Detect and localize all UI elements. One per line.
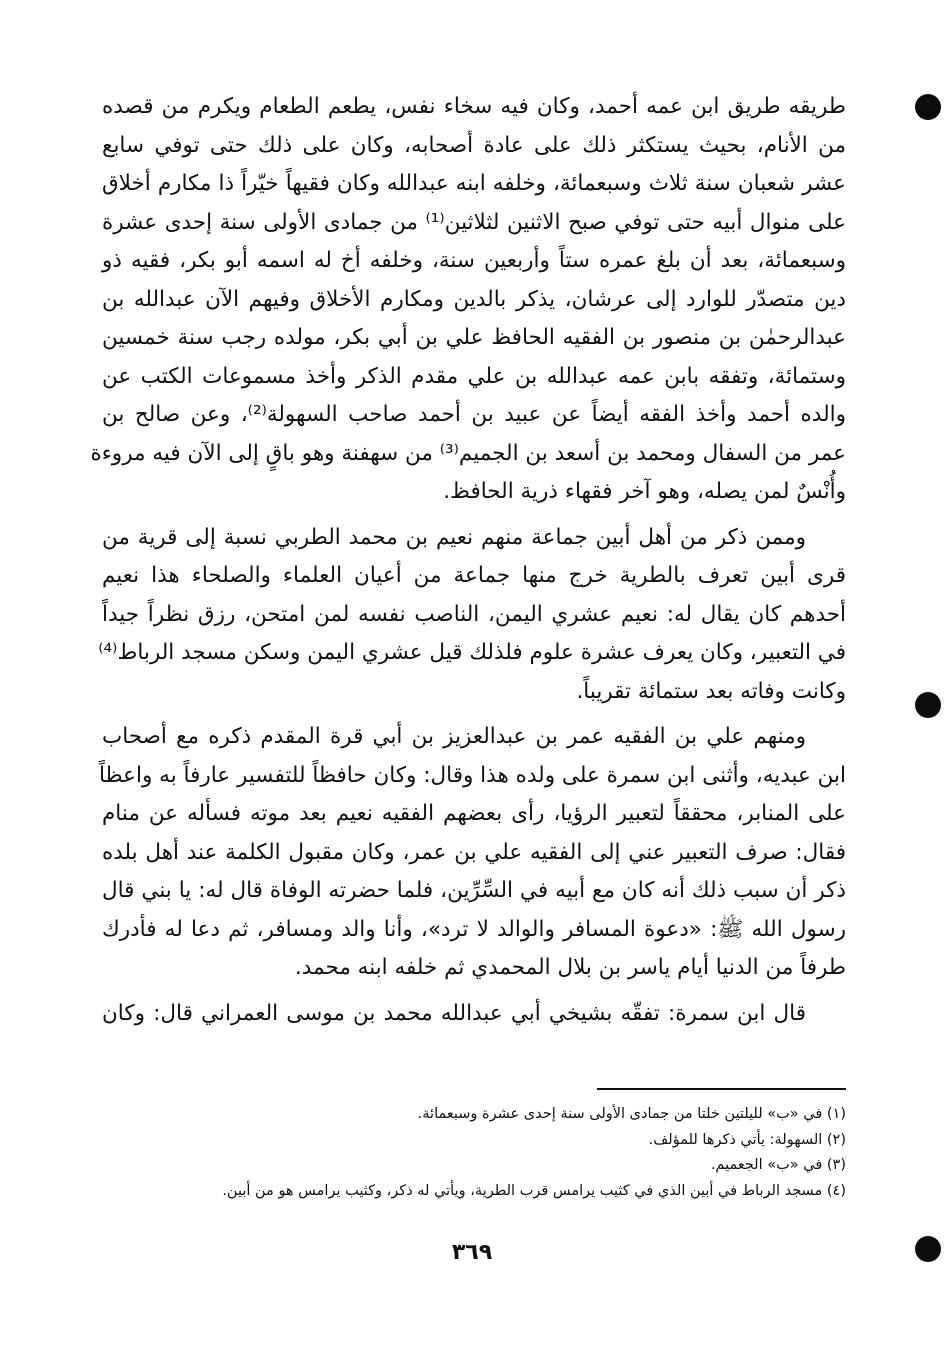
text-line: في التعبير، وكان يعرف عشرة علوم فلذلك قيل عشري اليمن وسكن مسجد الرباط⁽⁴⁾ (98, 640, 846, 665)
paragraph (98, 718, 846, 988)
text-line: من الأنام، بحيث يستكثر ذلك على عادة أصحابه، وكان على ذلك حتى توفي سابع (102, 132, 846, 158)
text-line: رسول الله ﷺ: «دعوة المسافر والوالد لا ترد»، وأنا والد ومسافر، ثم دعا له فأدرك (102, 916, 846, 942)
paragraph (90, 88, 846, 512)
text-line: على منوال أبيه حتى توفي صبح الاثنين لثلاثين⁽¹⁾ من جمادى الأولى سنة إحدى عشرة (102, 209, 846, 235)
text-line: دين متصدّر للوارد إلى عرشان، يذكر بالدين ومكارم الأخلاق وفيهم الآن عبدالله بن (102, 286, 846, 312)
footnote-separator (597, 1088, 846, 1090)
text-line: وسبعمائة، بعد أن بلغ عمره ستاً وأربعين سنة، وخلفه أخ له اسمه أبو بكر، فقيه ذو (102, 248, 846, 273)
text-line: طرفاً من الدنيا أيام ياسر بن بلال المحمدي ثم خلفه ابنه محمد. (294, 955, 846, 980)
text-line: أحدهم كان يقال له: نعيم عشري اليمن، الناصب نفسه لمن امتحن، رزق نظراً جيداً (102, 601, 846, 627)
text-line: وكانت وفاته بعد ستمائة تقريباً. (576, 678, 846, 704)
text-line: فقال: صرف التعبير عني إلى الفقيه علي بن عمر، وكان مقبول الكلمة عند أهل بلده (102, 839, 846, 865)
text-line: عبدالرحمٰن بن منصور بن الفقيه الحافظ علي بن أبي بكر، مولده رجب سنة خمسين (102, 325, 846, 350)
text-line: ومنهم علي بن الفقيه عمر بن عبدالعزيز بن أبي قرة المقدم ذكره مع أصحاب (102, 724, 806, 749)
text-line: عمر من السفال ومحمد بن أسعد بن الجميم⁽³⁾ من سهفنة وهو باقٍ إلى الآن فيه مروءة (90, 440, 846, 466)
text-line: قال ابن سمرة: تفقّه بشيخي أبي عبدالله محمد بن موسى العمراني قال: وكان (102, 1000, 806, 1026)
footnote: (٤) مسجد الرباط في أبين الذي في كثيب يرامس قرب الطرية، ويأتي له ذكر، وكثيب يرامس هو من أبين. (222, 1182, 846, 1199)
text-line: والده أحمد وأخذ الفقه أيضاً عن عبيد بن أحمد صاحب السهولة⁽²⁾، وعن صالح بن (102, 402, 846, 427)
text-line: وممن ذكر من أهل أبين جماعة منهم نعيم بن محمد الطربي نسبة إلى قرية من (102, 524, 806, 550)
footnote: (٢) السهولة: يأتي ذكرها للمؤلف. (648, 1131, 846, 1148)
paragraph (102, 995, 846, 1034)
text-line: على المنابر، محققاً لتعبير الرؤيا، رأى بعضهم الفقيه نعيم بعد موته فسأله عن منام (102, 801, 846, 826)
text-line: ذكر أن سبب ذلك أنه كان مع أبيه في السِّرِّين، فلما حضرته الوفاة قال له: يا بني قال (102, 878, 846, 903)
page-number: ٣٦٩ (451, 1240, 493, 1265)
text-line: ابن عبديه، وأثنى ابن سمرة على ولده هذا وقال: وكان حافظاً للتفسير عارفاً به واعظاً (98, 762, 846, 788)
main-text (90, 88, 846, 1033)
text-line: وأُنْسٌ لمن يصله، وهو آخر فقهاء ذرية الحافظ. (443, 479, 846, 504)
binding-hole-mark (915, 94, 941, 120)
footnotes (102, 1102, 846, 1204)
footnote: (٣) في «ب» الجعميم. (710, 1157, 846, 1173)
text-line: وستمائة، وتفقه بابن عمه عبدالله بن علي مقدم الذكر وأخذ مسموعات الكتب عن (102, 363, 846, 389)
paragraph (98, 519, 846, 712)
text-line: طريقه طريق ابن عمه أحمد، وكان فيه سخاء نفس، يطعم الطعام ويكرم من قصده (102, 94, 846, 119)
text-line: عشر شعبان سنة ثلاث وسبعمائة، وخلفه ابنه عبدالله وكان فقيهاً خيّراً ذا مكارم أخلاق (102, 171, 846, 196)
text-line: قرى أبين تعرف بالطرية خرج منها جماعة من أعيان العلماء والصلحاء هذا نعيم (102, 563, 846, 588)
footnote: (١) في «ب» لليلتين خلتا من جمادى الأولى سنة إحدى عشرة وسبعمائة. (417, 1106, 846, 1122)
binding-hole-mark (915, 692, 941, 718)
